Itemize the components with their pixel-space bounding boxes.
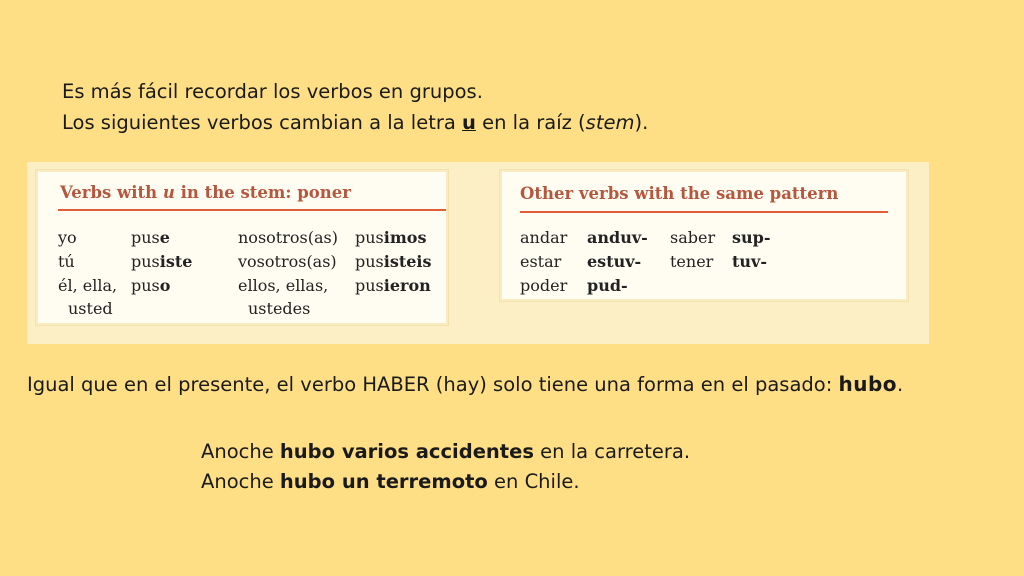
haber-text: Igual que en el presente, el verbo HABER (hay) solo tiene una forma en el pasado: xyxy=(27,373,839,396)
intro-line-2-mid: en la raíz ( xyxy=(475,111,586,134)
stem-tuv: tuv- xyxy=(732,252,767,271)
pronoun-ustedes: ustedes xyxy=(248,299,311,318)
intro-line-2-start: Los siguientes verbos cambian a la letra xyxy=(62,111,463,134)
other-verbs-box xyxy=(499,169,909,302)
ending: isteis xyxy=(383,252,432,271)
pronoun-ellos-ellas: ellos, ellas, xyxy=(238,276,329,295)
pronoun-yo: yo xyxy=(58,228,77,247)
form-pusisteis xyxy=(355,252,432,271)
other-verbs-title: Other verbs with the same pattern xyxy=(520,184,839,203)
example-sentence xyxy=(201,467,690,497)
pronoun-tu: tú xyxy=(58,252,75,271)
pronoun-usted: usted xyxy=(68,299,113,318)
verb-estar: estar xyxy=(520,252,562,271)
poner-title-post: in the stem: poner xyxy=(174,183,351,202)
example-post: en Chile. xyxy=(487,470,580,493)
pronoun-el-ella: él, ella, xyxy=(58,276,118,295)
form-puso xyxy=(131,276,170,295)
letter-u: u xyxy=(462,111,476,134)
form-pusiste xyxy=(131,252,192,271)
stem: pus xyxy=(355,252,384,271)
example-bold: hubo varios accidentes xyxy=(279,440,534,463)
stem-word: stem xyxy=(585,111,635,134)
stem-pud: pud- xyxy=(587,276,628,295)
stem-estuv: estuv- xyxy=(587,252,642,271)
intro-line-1: Es más fácil recordar los verbos en grupos. xyxy=(62,80,483,103)
verb-tener: tener xyxy=(670,252,714,271)
stem-anduv: anduv- xyxy=(587,228,648,247)
example-bold: hubo un terremoto xyxy=(279,470,488,493)
example-post: en la carretera. xyxy=(533,440,691,463)
other-verbs-title-rule xyxy=(520,211,888,213)
intro-line-2-end: ). xyxy=(634,111,649,134)
stem: pus xyxy=(131,276,160,295)
ending: iste xyxy=(159,252,193,271)
poner-conjugation-box xyxy=(35,169,449,326)
ending: o xyxy=(159,276,171,295)
stem: pus xyxy=(131,252,160,271)
intro-line-2 xyxy=(62,107,648,138)
ending: ieron xyxy=(383,276,431,295)
stem: pus xyxy=(355,228,384,247)
verb-andar: andar xyxy=(520,228,568,247)
haber-note xyxy=(27,372,903,396)
form-pusimos xyxy=(355,228,426,247)
pronoun-nosotros: nosotros(as) xyxy=(238,228,338,247)
example-sentence xyxy=(201,437,690,467)
ending: e xyxy=(159,228,170,247)
example-sentences xyxy=(201,437,690,497)
poner-title-pre: Verbs with xyxy=(60,183,163,202)
hubo-word: hubo xyxy=(838,372,898,396)
poner-title-rule xyxy=(58,209,446,211)
poner-title-u: u xyxy=(162,183,175,202)
stem: pus xyxy=(355,276,384,295)
intro-text xyxy=(62,76,648,138)
poner-box-title xyxy=(60,183,351,202)
stem: pus xyxy=(131,228,160,247)
pronoun-vosotros: vosotros(as) xyxy=(238,252,337,271)
textbook-panel xyxy=(27,162,929,344)
form-puse xyxy=(131,228,170,247)
haber-end: . xyxy=(897,373,904,396)
ending: imos xyxy=(383,228,427,247)
verb-saber: saber xyxy=(670,228,716,247)
example-pre: Anoche xyxy=(201,470,280,493)
stem-sup: sup- xyxy=(732,228,771,247)
verb-poder: poder xyxy=(520,276,568,295)
form-pusieron xyxy=(355,276,431,295)
example-pre: Anoche xyxy=(201,440,280,463)
